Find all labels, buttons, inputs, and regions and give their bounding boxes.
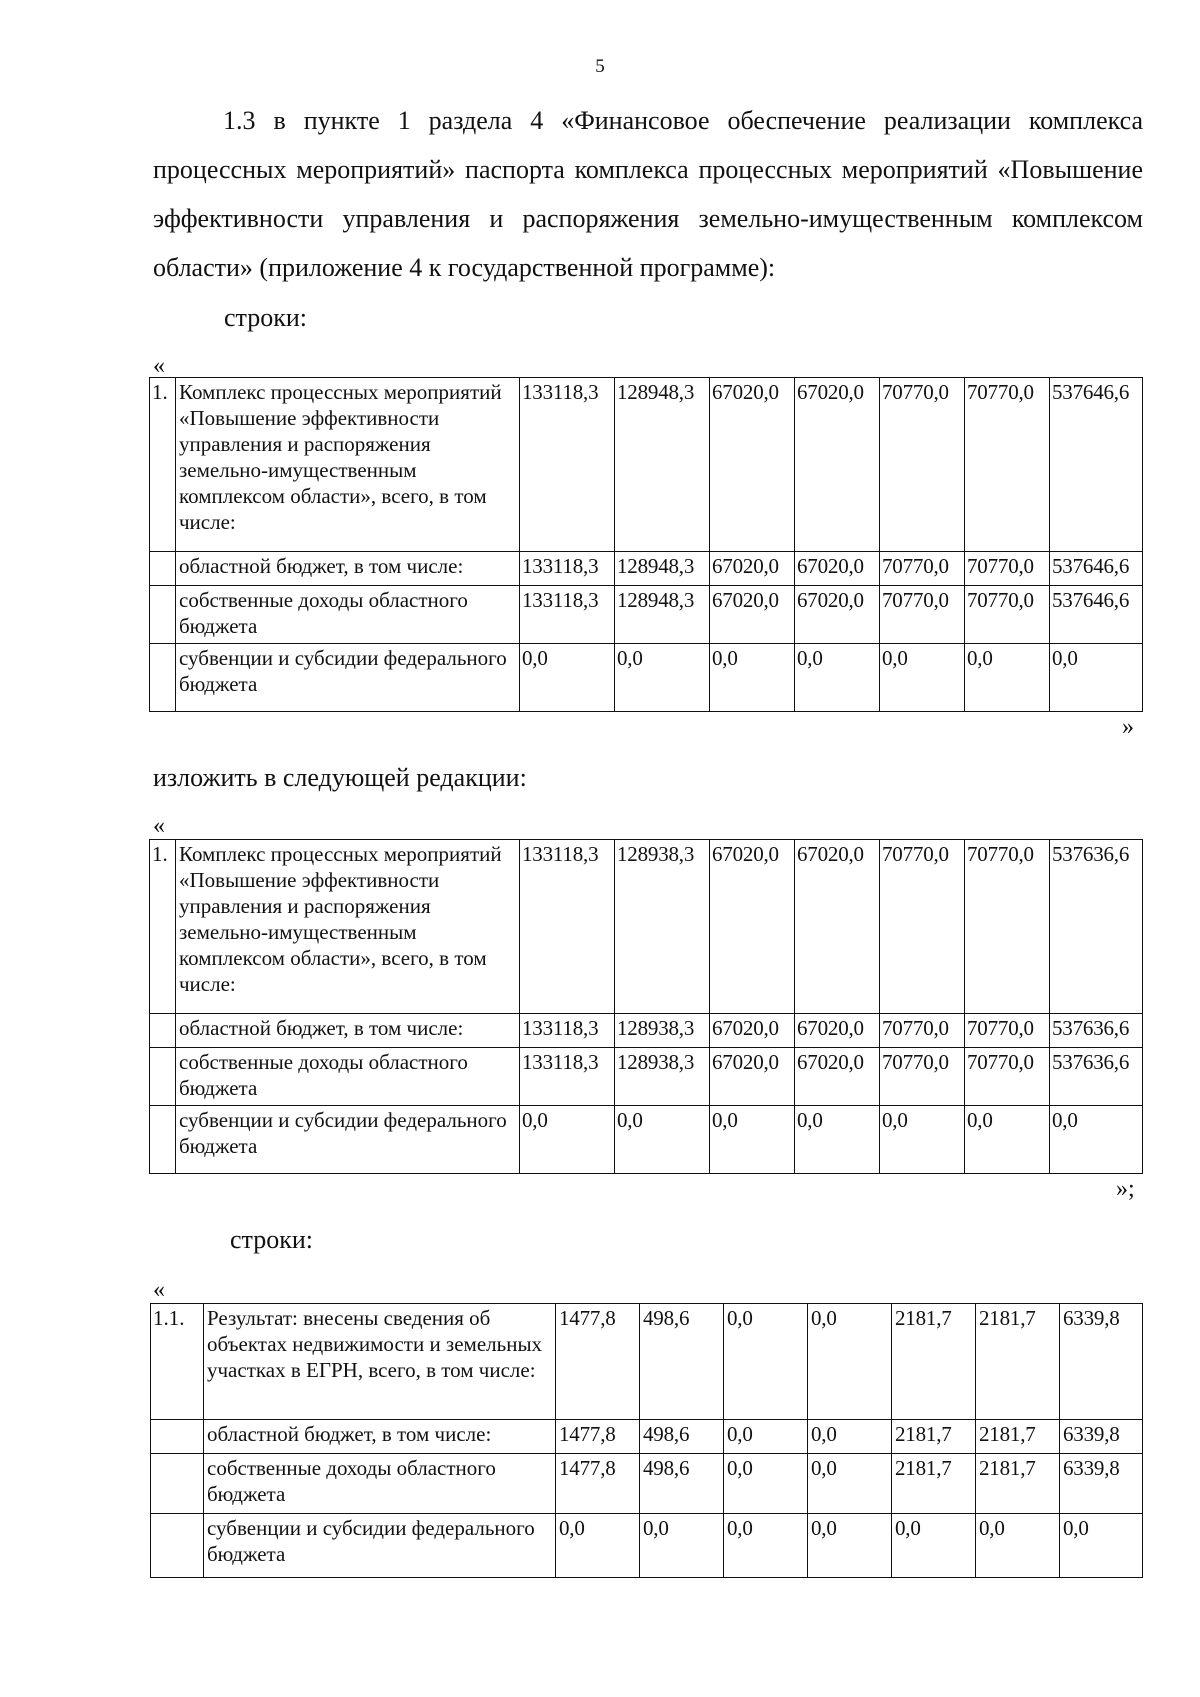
- value-cell: 0,0: [965, 644, 1050, 712]
- value-cell: 0,0: [724, 1454, 808, 1514]
- rows-label-2: строки:: [230, 1225, 313, 1254]
- value-cell: 133118,3: [520, 1014, 615, 1048]
- value-cell: 70770,0: [965, 840, 1050, 1014]
- table-row: [150, 586, 1143, 644]
- value-cell: 2181,7: [892, 1420, 976, 1454]
- value-cell: 537646,6: [1050, 586, 1143, 644]
- value-cell: 0,0: [880, 644, 965, 712]
- value-cell: 128948,3: [615, 378, 710, 552]
- rows-label-1: строки:: [224, 303, 307, 332]
- value-cell: 0,0: [808, 1420, 892, 1454]
- table-row: [150, 644, 1143, 712]
- row-index: 1.: [150, 840, 176, 1014]
- value-cell: 0,0: [556, 1514, 640, 1578]
- value-cell: 67020,0: [795, 586, 880, 644]
- value-cell: 128948,3: [615, 552, 710, 586]
- row-index: [150, 644, 176, 712]
- quote-open-2: «: [153, 813, 165, 839]
- value-cell: 0,0: [710, 1106, 795, 1174]
- value-cell: 128948,3: [615, 586, 710, 644]
- value-cell: 0,0: [1060, 1514, 1143, 1578]
- row-name: собственные доходы областного бюджета: [176, 586, 520, 644]
- value-cell: 133118,3: [520, 1048, 615, 1106]
- value-cell: 2181,7: [892, 1454, 976, 1514]
- value-cell: 2181,7: [892, 1304, 976, 1420]
- table-old: [149, 377, 1143, 712]
- value-cell: 0,0: [795, 1106, 880, 1174]
- value-cell: 0,0: [892, 1514, 976, 1578]
- value-cell: 133118,3: [520, 586, 615, 644]
- value-cell: 537636,6: [1050, 1014, 1143, 1048]
- value-cell: 1477,8: [556, 1304, 640, 1420]
- value-cell: 67020,0: [710, 552, 795, 586]
- row-name: Комплекс процессных мероприятий «Повышение эффективности управления и распоряжения земельно-имущественным комплексом области», всего, в том числе:: [176, 378, 520, 552]
- row-name: областной бюджет, в том числе:: [176, 552, 520, 586]
- value-cell: 70770,0: [965, 1048, 1050, 1106]
- row-index: 1.1.: [151, 1304, 204, 1420]
- value-cell: 70770,0: [965, 378, 1050, 552]
- table-row: [151, 1454, 1143, 1514]
- value-cell: 70770,0: [880, 1048, 965, 1106]
- row-index: [151, 1514, 204, 1578]
- value-cell: 70770,0: [880, 378, 965, 552]
- quote-close-2: »;: [1116, 1176, 1135, 1202]
- row-index: [150, 1048, 176, 1106]
- table-row: [151, 1514, 1143, 1578]
- value-cell: 0,0: [520, 1106, 615, 1174]
- value-cell: 67020,0: [795, 552, 880, 586]
- row-name: субвенции и субсидии федерального бюджета: [204, 1514, 556, 1578]
- value-cell: 0,0: [615, 1106, 710, 1174]
- value-cell: 0,0: [1050, 1106, 1143, 1174]
- value-cell: 0,0: [520, 644, 615, 712]
- value-cell: 67020,0: [710, 840, 795, 1014]
- value-cell: 67020,0: [795, 1048, 880, 1106]
- value-cell: 67020,0: [795, 1014, 880, 1048]
- row-index: [150, 1014, 176, 1048]
- value-cell: 0,0: [880, 1106, 965, 1174]
- table-row: [150, 378, 1143, 552]
- value-cell: 70770,0: [965, 586, 1050, 644]
- row-name: Комплекс процессных мероприятий «Повышение эффективности управления и распоряжения земельно-имущественным комплексом области», всего, в том числе:: [176, 840, 520, 1014]
- row-name: субвенции и субсидии федерального бюджета: [176, 644, 520, 712]
- value-cell: 537636,6: [1050, 840, 1143, 1014]
- value-cell: 1477,8: [556, 1420, 640, 1454]
- value-cell: 67020,0: [710, 586, 795, 644]
- row-index: [150, 552, 176, 586]
- value-cell: 498,6: [640, 1304, 724, 1420]
- value-cell: 70770,0: [880, 840, 965, 1014]
- value-cell: 0,0: [808, 1514, 892, 1578]
- table-row: [151, 1420, 1143, 1454]
- table-row: [150, 1048, 1143, 1106]
- value-cell: 67020,0: [795, 840, 880, 1014]
- value-cell: 0,0: [976, 1514, 1060, 1578]
- value-cell: 537646,6: [1050, 378, 1143, 552]
- value-cell: 0,0: [808, 1304, 892, 1420]
- table-result: [150, 1303, 1143, 1578]
- value-cell: 2181,7: [976, 1304, 1060, 1420]
- value-cell: 67020,0: [710, 1014, 795, 1048]
- value-cell: 133118,3: [520, 378, 615, 552]
- table-row: [150, 840, 1143, 1014]
- value-cell: 133118,3: [520, 552, 615, 586]
- table-row: [150, 552, 1143, 586]
- value-cell: 498,6: [640, 1420, 724, 1454]
- value-cell: 0,0: [640, 1514, 724, 1578]
- quote-open-1: «: [153, 353, 165, 379]
- table-row: [150, 1106, 1143, 1174]
- value-cell: 1477,8: [556, 1454, 640, 1514]
- value-cell: 498,6: [640, 1454, 724, 1514]
- value-cell: 0,0: [724, 1514, 808, 1578]
- value-cell: 67020,0: [710, 378, 795, 552]
- row-name: областной бюджет, в том числе:: [204, 1420, 556, 1454]
- value-cell: 70770,0: [880, 586, 965, 644]
- table-row: [151, 1304, 1143, 1420]
- row-index: 1.: [150, 378, 176, 552]
- table-new: [149, 839, 1143, 1174]
- value-cell: 0,0: [710, 644, 795, 712]
- value-cell: 70770,0: [880, 1014, 965, 1048]
- value-cell: 70770,0: [880, 552, 965, 586]
- row-name: собственные доходы областного бюджета: [176, 1048, 520, 1106]
- row-name: субвенции и субсидии федерального бюджета: [176, 1106, 520, 1174]
- value-cell: 2181,7: [976, 1420, 1060, 1454]
- value-cell: 0,0: [1050, 644, 1143, 712]
- row-index: [150, 586, 176, 644]
- value-cell: 70770,0: [965, 1014, 1050, 1048]
- value-cell: 0,0: [965, 1106, 1050, 1174]
- quote-open-3: «: [153, 1277, 165, 1303]
- row-index: [151, 1454, 204, 1514]
- value-cell: 0,0: [615, 644, 710, 712]
- value-cell: 537646,6: [1050, 552, 1143, 586]
- row-name: областной бюджет, в том числе:: [176, 1014, 520, 1048]
- value-cell: 67020,0: [710, 1048, 795, 1106]
- row-index: [150, 1106, 176, 1174]
- value-cell: 6339,8: [1060, 1304, 1143, 1420]
- value-cell: 537636,6: [1050, 1048, 1143, 1106]
- value-cell: 128938,3: [615, 1048, 710, 1106]
- value-cell: 6339,8: [1060, 1454, 1143, 1514]
- table-row: [150, 1014, 1143, 1048]
- value-cell: 0,0: [795, 644, 880, 712]
- value-cell: 70770,0: [965, 552, 1050, 586]
- value-cell: 0,0: [808, 1454, 892, 1514]
- value-cell: 133118,3: [520, 840, 615, 1014]
- value-cell: 0,0: [724, 1304, 808, 1420]
- page-number: 5: [595, 56, 605, 77]
- new-edition-label: изложить в следующей редакции:: [153, 763, 527, 792]
- quote-close-1: »: [1122, 714, 1134, 740]
- value-cell: 0,0: [724, 1420, 808, 1454]
- value-cell: 6339,8: [1060, 1420, 1143, 1454]
- row-index: [151, 1420, 204, 1454]
- value-cell: 128938,3: [615, 1014, 710, 1048]
- value-cell: 2181,7: [976, 1454, 1060, 1514]
- intro-text-block: [153, 96, 1143, 292]
- row-name: Результат: внесены сведения об объектах недвижимости и земельных участках в ЕГРН, всего, в том числе:: [204, 1304, 556, 1420]
- value-cell: 67020,0: [795, 378, 880, 552]
- value-cell: 128938,3: [615, 840, 710, 1014]
- row-name: собственные доходы областного бюджета: [204, 1454, 556, 1514]
- intro-paragraph: 1.3 в пункте 1 раздела 4 «Финансовое обеспечение реализации комплекса процессных мероприятий» паспорта комплекса процессных мероприятий «Повышение эффективности управления и распоряжения земельно-имущественным комплексом области» (приложение 4 к государственной программе):: [153, 106, 1143, 282]
